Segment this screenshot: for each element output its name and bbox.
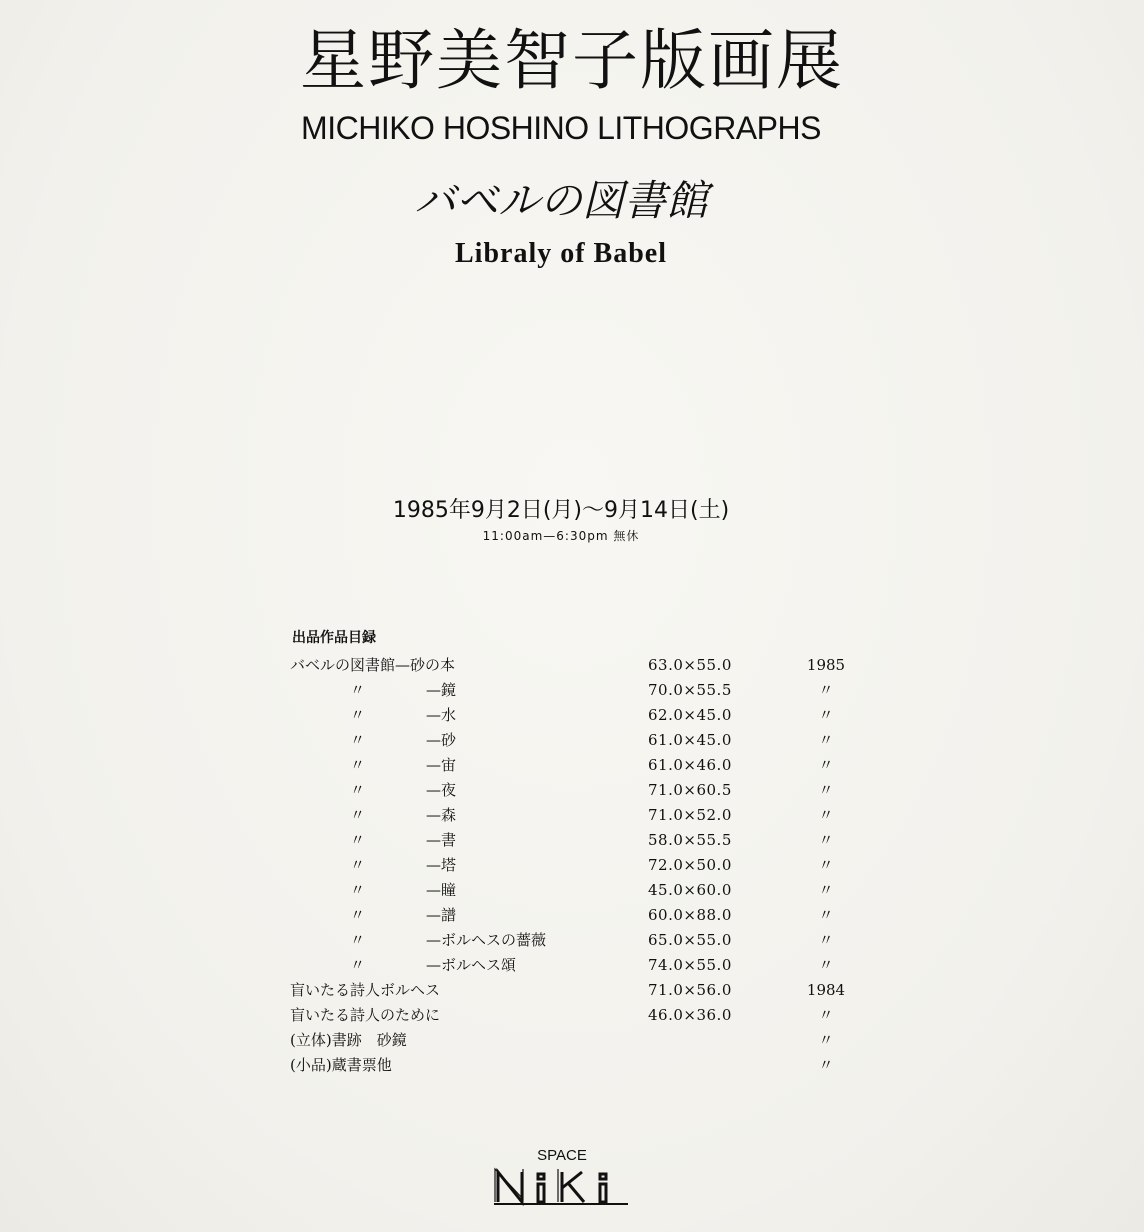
work-title: 盲いたる詩人のために: [290, 1006, 441, 1024]
logo-space-text: SPACE: [537, 1147, 587, 1164]
work-size: 58.0×55.5: [648, 831, 732, 849]
work-title: 〃: [350, 831, 366, 849]
work-subtitle: —ボルヘス頌: [426, 956, 517, 974]
work-year: 〃: [818, 931, 834, 949]
work-title: (立体)書跡 砂鏡: [290, 1031, 407, 1049]
opening-hours: 11:00am—6:30pm 無休: [482, 529, 640, 543]
work-year: 〃: [818, 1031, 834, 1049]
work-title: 〃: [350, 731, 366, 749]
work-subtitle: —宙: [426, 756, 457, 774]
exhibition-subtitle-en: Libraly of Babel: [454, 238, 667, 269]
work-year: 〃: [818, 831, 834, 849]
catalog-row: [290, 755, 850, 780]
work-year: 〃: [818, 1056, 834, 1074]
work-title: 〃: [350, 681, 366, 699]
work-subtitle: —森: [426, 806, 457, 824]
work-title: バベルの図書館—砂の本: [290, 656, 456, 674]
work-size: 61.0×45.0: [648, 731, 732, 749]
gallery-logo: [492, 1148, 632, 1208]
exhibition-subtitle-jp: バベルの図書館: [413, 176, 708, 225]
catalog-row: [290, 905, 850, 930]
catalog-row: [290, 805, 850, 830]
work-year: 〃: [818, 806, 834, 824]
work-title: 〃: [350, 756, 366, 774]
work-size: 46.0×36.0: [648, 1006, 732, 1024]
work-subtitle: —夜: [426, 781, 457, 799]
work-size: 60.0×88.0: [648, 906, 732, 924]
catalog-row: [290, 655, 850, 680]
work-title: 〃: [350, 856, 366, 874]
work-title: 〃: [350, 706, 366, 724]
work-size: 72.0×50.0: [648, 856, 732, 874]
work-size: 71.0×56.0: [648, 981, 732, 999]
work-title: (小品)蔵書票他: [290, 1056, 392, 1074]
catalog-heading: 出品作品目録: [292, 630, 376, 646]
work-year: 1984: [806, 981, 846, 999]
work-year: 〃: [818, 956, 834, 974]
work-size: 63.0×55.0: [648, 656, 732, 674]
work-title: 〃: [350, 931, 366, 949]
exhibition-title-jp: 星野美智子版画展: [300, 22, 844, 99]
work-size: 71.0×52.0: [648, 806, 732, 824]
catalog-list: [290, 655, 850, 1080]
work-subtitle: —ボルヘスの薔薇: [426, 931, 547, 949]
catalog-row: [290, 705, 850, 730]
work-subtitle: —砂: [426, 731, 457, 749]
work-size: 62.0×45.0: [648, 706, 732, 724]
catalog-row: [290, 955, 850, 980]
exhibition-title-en: MICHIKO HOSHINO LITHOGRAPHS: [301, 110, 821, 146]
work-subtitle: —書: [426, 831, 457, 849]
catalog-row: [290, 1005, 850, 1030]
work-size: 74.0×55.0: [648, 956, 732, 974]
work-title: 〃: [350, 881, 366, 899]
work-size: 70.0×55.5: [648, 681, 732, 699]
work-subtitle: —塔: [426, 856, 457, 874]
work-year: 〃: [818, 856, 834, 874]
work-subtitle: —譜: [426, 906, 457, 924]
work-title: 〃: [350, 806, 366, 824]
work-subtitle: —瞳: [426, 881, 457, 899]
work-title: 〃: [350, 956, 366, 974]
work-year: 〃: [818, 881, 834, 899]
work-year: 〃: [818, 706, 834, 724]
work-year: 〃: [818, 906, 834, 924]
work-year: 〃: [818, 756, 834, 774]
work-title: 盲いたる詩人ボルヘス: [290, 981, 441, 999]
work-year: 〃: [818, 1006, 834, 1024]
catalog-row: [290, 855, 850, 880]
catalog-row: [290, 1030, 850, 1055]
work-size: 65.0×55.0: [648, 931, 732, 949]
logo-niki-mark: [492, 1166, 632, 1206]
work-year: 〃: [818, 681, 834, 699]
work-size: 71.0×60.5: [648, 781, 732, 799]
work-year: 〃: [818, 781, 834, 799]
work-subtitle: —鏡: [426, 681, 457, 699]
work-title: 〃: [350, 906, 366, 924]
work-size: 61.0×46.0: [648, 756, 732, 774]
catalog-row: [290, 1055, 850, 1080]
catalog-row: [290, 730, 850, 755]
work-year: 〃: [818, 731, 834, 749]
catalog-row: [290, 780, 850, 805]
work-title: 〃: [350, 781, 366, 799]
catalog-row: [290, 930, 850, 955]
catalog-row: [290, 830, 850, 855]
catalog-row: [290, 880, 850, 905]
catalog-row: [290, 680, 850, 705]
work-size: 45.0×60.0: [648, 881, 732, 899]
work-year: 1985: [806, 656, 846, 674]
exhibition-dates: 1985年9月2日(月)〜9月14日(土): [392, 498, 730, 523]
catalog-row: [290, 980, 850, 1005]
work-subtitle: —水: [426, 706, 457, 724]
